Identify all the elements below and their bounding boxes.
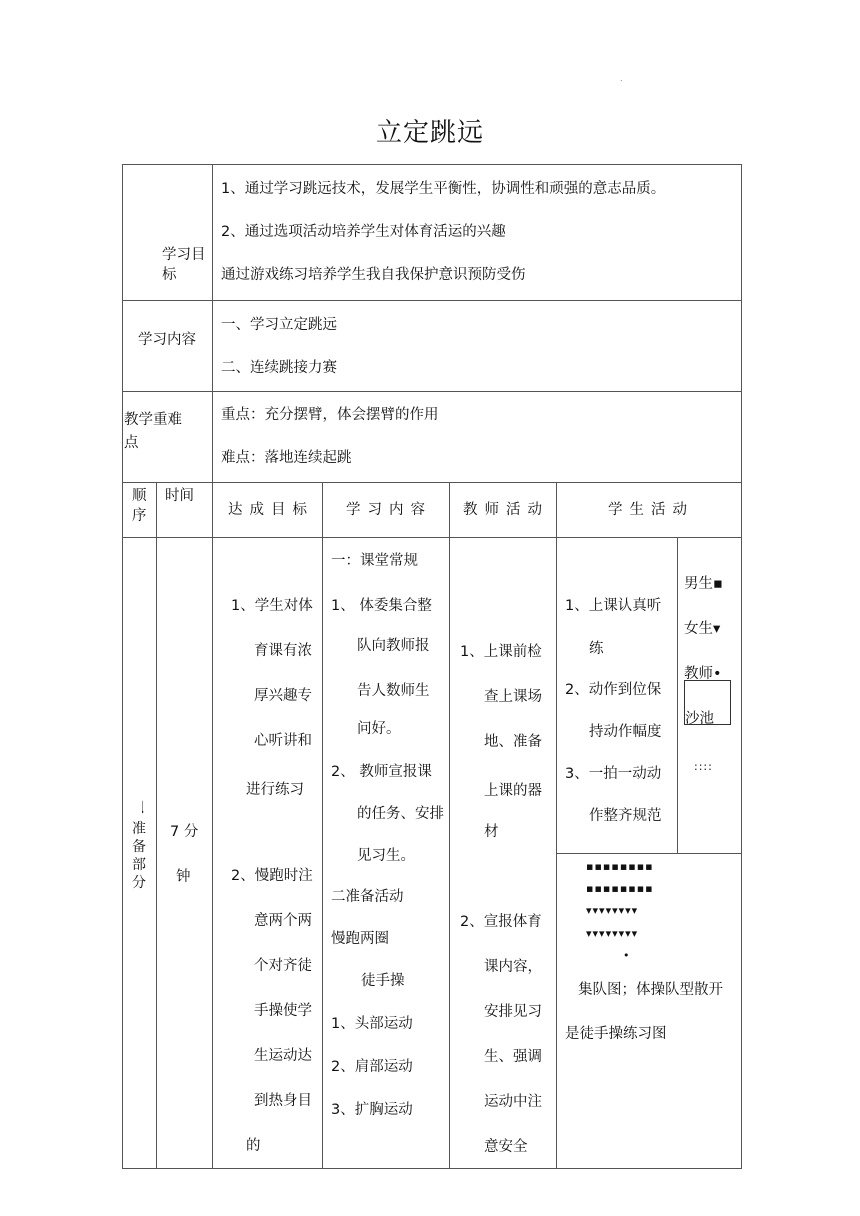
student-line: 练 xyxy=(589,641,604,657)
header-time: 时间 xyxy=(165,488,194,504)
goal-line: 手操使学 xyxy=(254,1003,312,1019)
formation-female-row: ▾▾▾▾▾▾▾▾ xyxy=(586,927,639,940)
legend-sandpit: 沙池 xyxy=(685,711,714,727)
objective-item: 2、通过选项活动培养学生对体育活运的兴趣 xyxy=(221,224,506,240)
goal-line: 进行练习 xyxy=(246,782,304,798)
goal-line: 生运动达 xyxy=(254,1048,312,1064)
formation-male-row: ▪▪▪▪▪▪▪▪ xyxy=(586,860,654,873)
teacher-line: 生、强调 xyxy=(484,1049,542,1065)
student-line: 1、上课认真听 xyxy=(565,598,662,614)
header-seq: 顺 xyxy=(132,488,147,504)
objectives-label-cont: 标 xyxy=(162,267,177,283)
study-line: 2、 教师宣报课 xyxy=(331,764,432,780)
section-vertical-char: 备 xyxy=(132,839,146,855)
teacher-line: 查上课场 xyxy=(484,689,542,705)
teacher-line: 意安全 xyxy=(484,1139,528,1155)
formation-caption: 集队图；体操队型散开 xyxy=(578,982,723,998)
legend-dots: :::: xyxy=(694,760,713,773)
keypoint-difficulty: 难点：落地连续起跳 xyxy=(221,450,352,466)
study-line: 慢跑两圈 xyxy=(331,931,389,947)
objectives-label: 学习目 xyxy=(162,247,206,263)
legend-male: 男生▪ xyxy=(684,576,723,592)
teacher-line: 运动中注 xyxy=(484,1094,542,1110)
goal-line: 个对齐徒 xyxy=(254,958,312,974)
study-line: 告人数师生 xyxy=(357,683,430,699)
study-line: 问好。 xyxy=(357,721,401,737)
content-label: 学习内容 xyxy=(138,332,196,348)
legend-teacher: 教师• xyxy=(684,666,722,682)
header-seq-cont: 序 xyxy=(132,508,147,524)
formation-teacher: • xyxy=(623,949,631,962)
goal-line: 2、慢跑时注 xyxy=(231,868,313,884)
section-vertical-char: 准 xyxy=(132,821,146,837)
section-vertical-char: 部 xyxy=(132,857,146,873)
section-vertical-char: 一 xyxy=(132,800,148,814)
study-line: 徒手操 xyxy=(361,973,405,989)
study-line: 1、 体委集合整 xyxy=(331,598,432,614)
goal-line: 厚兴趣专 xyxy=(254,688,312,704)
header-teacher: 教师活动 xyxy=(463,502,549,518)
study-line: 2、肩部运动 xyxy=(331,1059,413,1075)
student-line: 2、动作到位保 xyxy=(565,682,662,698)
study-line: 队向教师报 xyxy=(357,638,430,654)
study-line: 3、扩胸运动 xyxy=(331,1102,413,1118)
student-line: 3、一拍一动动 xyxy=(565,766,662,782)
formation-male-row: ▪▪▪▪▪▪▪▪ xyxy=(586,882,654,895)
study-line: 一：课堂常规 xyxy=(331,553,418,569)
formation-caption-cont: 是徒手操练习图 xyxy=(565,1026,667,1042)
teacher-line: 上课的器 xyxy=(484,783,542,799)
teacher-line: 课内容， xyxy=(484,959,542,975)
keypoints-label-cont: 点 xyxy=(124,435,139,451)
corner-mark: . xyxy=(620,74,623,83)
goal-line: 意两个两 xyxy=(254,913,312,929)
header-study: 学习内容 xyxy=(346,502,432,518)
goal-line: 育课有浓 xyxy=(254,643,312,659)
header-goal: 达成目标 xyxy=(228,502,314,518)
teacher-line: 安排见习 xyxy=(484,1004,542,1020)
teacher-line: 地、准备 xyxy=(484,734,542,750)
goal-line: 心听讲和 xyxy=(254,733,312,749)
header-student: 学生活动 xyxy=(608,502,694,518)
content-item: 二、连续跳接力赛 xyxy=(221,360,337,376)
student-line: 持动作幅度 xyxy=(589,724,662,740)
keypoints-label: 教学重难 xyxy=(124,412,182,428)
study-line: 1、头部运动 xyxy=(331,1016,413,1032)
teacher-line: 1、上课前检 xyxy=(460,644,542,660)
keypoint-focus: 重点：充分摆臂，体会摆臂的作用 xyxy=(221,407,439,423)
goal-line: 到热身目 xyxy=(254,1093,312,1109)
section-vertical-char: 分 xyxy=(132,875,146,891)
time-unit: 钟 xyxy=(176,869,191,885)
time-value: 7 分 xyxy=(170,824,199,840)
content-item: 一、学习立定跳远 xyxy=(221,317,337,333)
study-line: 二准备活动 xyxy=(331,889,404,905)
study-line: 见习生。 xyxy=(357,848,415,864)
teacher-line: 材 xyxy=(484,824,499,840)
goal-line: 的 xyxy=(246,1138,261,1154)
objective-item: 1、通过学习跳远技术，发展学生平衡性，协调性和顽强的意志品质。 xyxy=(221,181,666,197)
student-line: 作整齐规范 xyxy=(589,808,662,824)
formation-female-row: ▾▾▾▾▾▾▾▾ xyxy=(586,904,639,917)
goal-line: 1、学生对体 xyxy=(231,598,313,614)
legend-female: 女生▾ xyxy=(684,621,721,637)
page-title: 立定跳远 xyxy=(375,118,484,148)
study-line: 的任务、安排 xyxy=(357,806,444,822)
teacher-line: 2、宣报体育 xyxy=(460,914,542,930)
objective-item: 通过游戏练习培养学生我自我保护意识预防受伤 xyxy=(221,267,526,283)
